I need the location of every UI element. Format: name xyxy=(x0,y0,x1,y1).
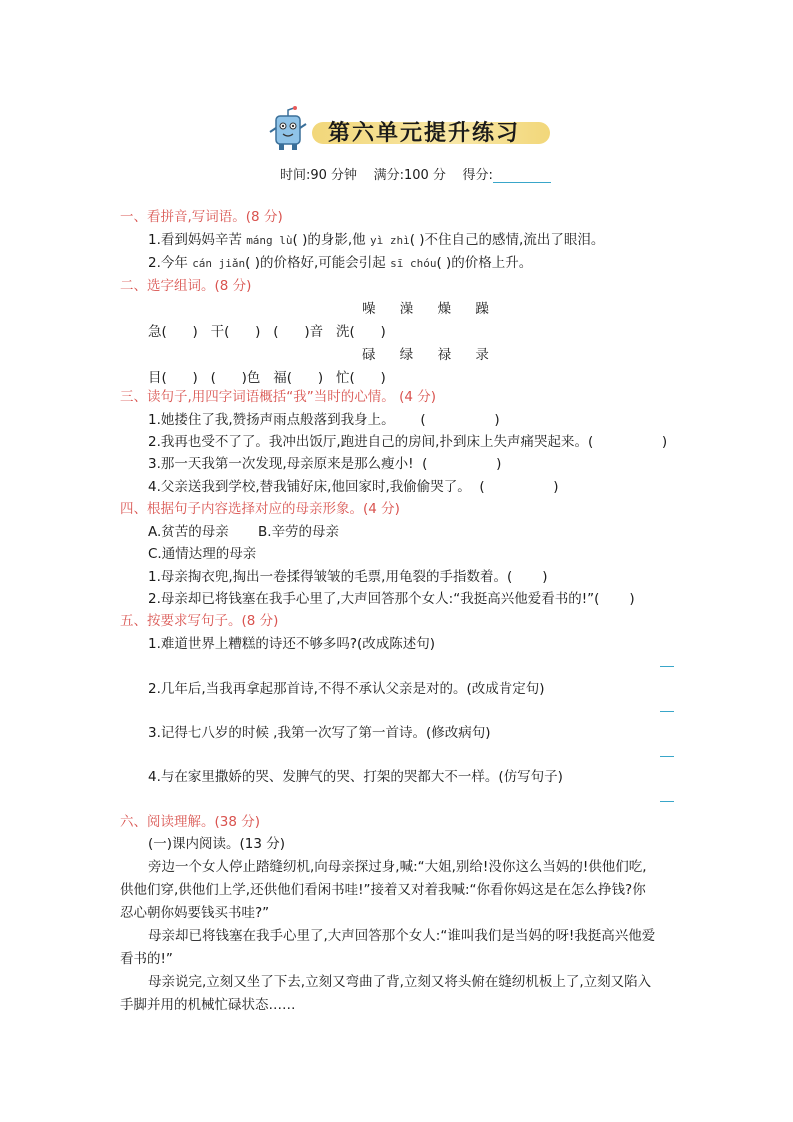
answer-line[interactable] xyxy=(660,666,674,667)
answer-line[interactable] xyxy=(660,756,674,757)
section-6-heading: 六、阅读理解。(38 分) xyxy=(120,814,261,830)
s3-question-3: 3.那一天我第一次发现,母亲原来是那么瘦小! ( ) xyxy=(148,456,502,472)
char-options-1: 噪 澡 燥 躁 xyxy=(362,301,499,317)
s4-option-a: A.贫苦的母亲 xyxy=(148,524,229,540)
passage-line: 母亲却已将钱塞在我手心里了,大声回答那个女人:“谁叫我们是当妈的呀!我挺高兴他爱 xyxy=(148,928,656,944)
s4-question-1: 1.母亲掏衣兜,掏出一卷揉得皱皱的毛票,用龟裂的手指数着。( ) xyxy=(148,569,548,585)
answer-line[interactable] xyxy=(660,801,674,802)
passage-line: 看书的!” xyxy=(120,951,173,967)
s5-question-1: 1.难道世界上糟糕的诗还不够多吗?(改成陈述句) xyxy=(148,636,436,652)
passage-line: 供他们穿,供他们上学,还供他们看闲书哇!”接着又对着我喊:“你看你妈这是在怎么挣钱?你 xyxy=(120,882,646,898)
reading-subheading: (一)课内阅读。(13 分) xyxy=(148,836,286,852)
exam-info xyxy=(280,164,551,183)
s5-question-3: 3.记得七八岁的时候 ,我第一次写了第一首诗。(修改病句) xyxy=(148,725,491,741)
answer-line[interactable] xyxy=(660,711,674,712)
title-banner xyxy=(312,116,550,146)
passage-line: 忍心朝你妈要钱买书哇?” xyxy=(120,905,270,921)
char-options-2: 碌 绿 禄 录 xyxy=(362,347,499,363)
score-label: 得分: xyxy=(462,168,493,183)
s1-question-2: 2.今年 cán jiǎn( )的价格好,可能会引起 sī chóu( )的价格上升。 xyxy=(148,255,533,271)
s3-question-4: 4.父亲送我到学校,替我铺好床,他回家时,我偷偷哭了。 ( ) xyxy=(148,479,559,495)
s5-question-2: 2.几年后,当我再拿起那首诗,不得不承认父亲是对的。(改成肯定句) xyxy=(148,681,545,697)
passage-line: 手脚并用的机械忙碌状态…… xyxy=(120,997,296,1013)
score-blank[interactable] xyxy=(493,168,551,183)
section-4-heading: 四、根据句子内容选择对应的母亲形象。(4 分) xyxy=(120,501,400,517)
pinyin: máng lù xyxy=(246,234,293,247)
mascot-icon xyxy=(268,106,312,152)
s1-question-1: 1.看到妈妈辛苦 máng lù( )的身影,他 yì zhì( )不住自己的感情,流出了眼泪。 xyxy=(148,232,605,248)
page-title: 第六单元提升练习 xyxy=(328,120,521,146)
s4-option-c: C.通情达理的母亲 xyxy=(148,546,257,562)
full-score: 满分:100 分 xyxy=(373,168,446,183)
time-limit: 时间:90 分钟 xyxy=(280,168,358,183)
s2-line-2: 目( ) ( )色 福( ) 忙( ) xyxy=(148,370,386,386)
s5-question-4: 4.与在家里撒娇的哭、发脾气的哭、打架的哭都大不一样。(仿写句子) xyxy=(148,769,563,785)
s3-question-1: 1.她搂住了我,赞扬声雨点般落到我身上。 ( ) xyxy=(148,412,500,428)
section-5-heading: 五、按要求写句子。(8 分) xyxy=(120,613,279,629)
s3-question-2: 2.我再也受不了了。我冲出饭厅,跑进自己的房间,扑到床上失声痛哭起来。( ) xyxy=(148,434,668,450)
section-2-heading: 二、选字组词。(8 分) xyxy=(120,278,252,294)
pinyin: yì zhì xyxy=(369,234,410,247)
pinyin: sī chóu xyxy=(390,257,437,270)
pinyin: cán jiǎn xyxy=(192,257,246,270)
passage-line: 旁边一个女人停止踏缝纫机,向母亲探过身,喊:“大姐,别给!没你这么当妈的!供他们吃, xyxy=(148,859,647,875)
s4-question-2: 2.母亲却已将钱塞在我手心里了,大声回答那个女人:“我挺高兴他爱看书的!”( ) xyxy=(148,591,635,607)
passage-line: 母亲说完,立刻又坐了下去,立刻又弯曲了背,立刻又将头俯在缝纫机板上了,立刻又陷入 xyxy=(148,974,652,990)
section-3-heading: 三、读句子,用四字词语概括“我”当时的心情。 (4 分) xyxy=(120,389,436,405)
s2-line-1: 急( ) 干( ) ( )音 洗( ) xyxy=(148,324,386,340)
s4-option-b: B.辛劳的母亲 xyxy=(258,524,340,540)
section-1-heading: 一、看拼音,写词语。(8 分) xyxy=(120,209,283,225)
